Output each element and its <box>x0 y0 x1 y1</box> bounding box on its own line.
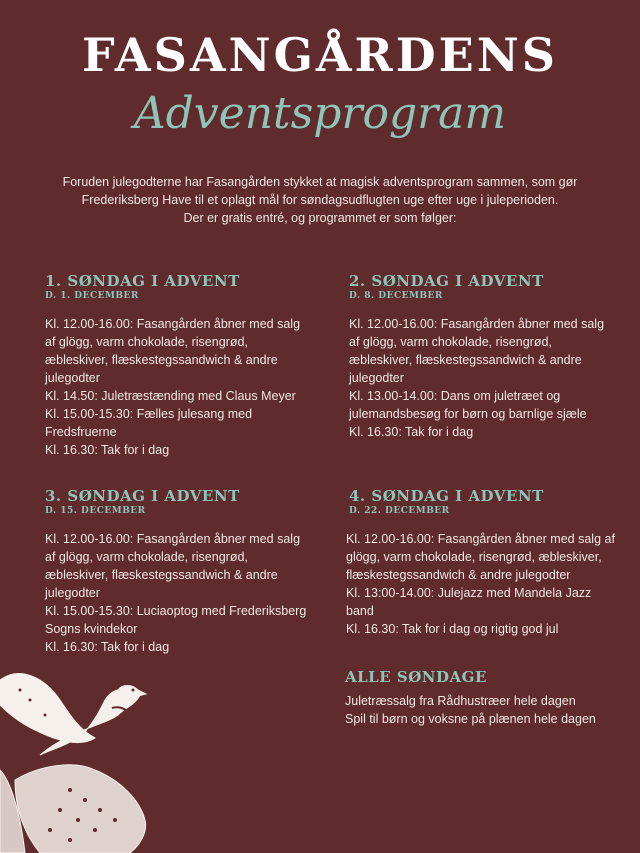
section-advent-2 <box>349 272 614 441</box>
program-line: Kl. 16.30: Tak for i dag <box>45 443 170 457</box>
section-lines <box>346 530 618 638</box>
program-line: Kl. 12.00-16.00: Fasangården åbner med salg af glögg, varm chokolade, risengrød, æbleskiver, flæskestegssandwich & andre julegodter <box>349 317 605 385</box>
section-title: 4. SØNDAG I ADVENT <box>349 487 544 505</box>
section-date: D. 1. DECEMBER <box>45 291 139 301</box>
program-line: Kl. 13:00-14.00: Julejazz med Mandela Jazz band <box>346 586 592 618</box>
pheasant-illustration <box>0 660 190 853</box>
section-title: 1. SØNDAG I ADVENT <box>45 272 240 290</box>
program-line: Kl. 15.00-15.30: Fælles julesang med Fredsfruerne <box>45 407 253 439</box>
program-line: Kl. 13.00-14.00: Dans om juletræet og julemandsbesøg for børn og barnlige sjæle <box>349 389 587 421</box>
intro-line: Der er gratis entré, og programmet er som følger: <box>183 211 457 225</box>
program-line: Kl. 12.00-16.00: Fasangården åbner med salg af glögg, varm chokolade, risengrød, æbleskiver, flæskestegssandwich & andre julegodter <box>346 532 615 582</box>
program-line: Kl. 16.30: Tak for i dag <box>45 640 170 654</box>
program-line: Kl. 12.00-16.00: Fasangården åbner med salg af glögg, varm chokolade, risengrød, æbleskiver, flæskestegssandwich & andre julegodter <box>45 532 301 600</box>
program-line: Juletræssalg fra Rådhustræer hele dagen <box>345 694 576 708</box>
intro-text <box>60 173 580 227</box>
section-advent-4 <box>346 487 618 638</box>
program-line: Kl. 16.30: Tak for i dag og rigtig god jul <box>346 622 559 636</box>
intro-line: Frederiksberg Have til et oplagt mål for søndagsudflugten uge efter uge i juleperioden. <box>81 193 559 207</box>
page-title: FASANGÅRDENS <box>81 28 559 82</box>
section-date: D. 15. DECEMBER <box>45 506 146 516</box>
page-subtitle: Adventsprogram <box>133 88 507 139</box>
program-line: Kl. 12.00-16.00: Fasangården åbner med salg af glögg, varm chokolade, risengrød, æbleskiver, flæskestegssandwich & andre julegodter <box>45 317 301 385</box>
section-title: 3. SØNDAG I ADVENT <box>45 487 240 505</box>
program-line: Kl. 16.30: Tak for i dag <box>349 425 474 439</box>
section-all-sundays <box>345 668 625 728</box>
section-advent-1 <box>45 272 310 459</box>
section-lines <box>45 315 310 459</box>
section-date: D. 8. DECEMBER <box>349 291 443 301</box>
section-lines <box>345 692 625 728</box>
section-advent-3 <box>45 487 310 656</box>
program-line: Kl. 15.00-15.30: Luciaoptog med Frederiksberg Sogns kvindekor <box>45 604 307 636</box>
section-title: ALLE SØNDAGE <box>345 668 487 686</box>
section-lines <box>45 530 310 656</box>
section-date: D. 22. DECEMBER <box>349 506 450 516</box>
section-title: 2. SØNDAG I ADVENT <box>349 272 544 290</box>
program-line: Kl. 14.50: Juletræstænding med Claus Meyer <box>45 389 296 403</box>
intro-line: Foruden julegodterne har Fasangården stykket at magisk adventsprogram sammen, som gør <box>62 175 578 189</box>
section-lines <box>349 315 614 441</box>
program-line: Spil til børn og voksne på plænen hele dagen <box>345 712 596 726</box>
